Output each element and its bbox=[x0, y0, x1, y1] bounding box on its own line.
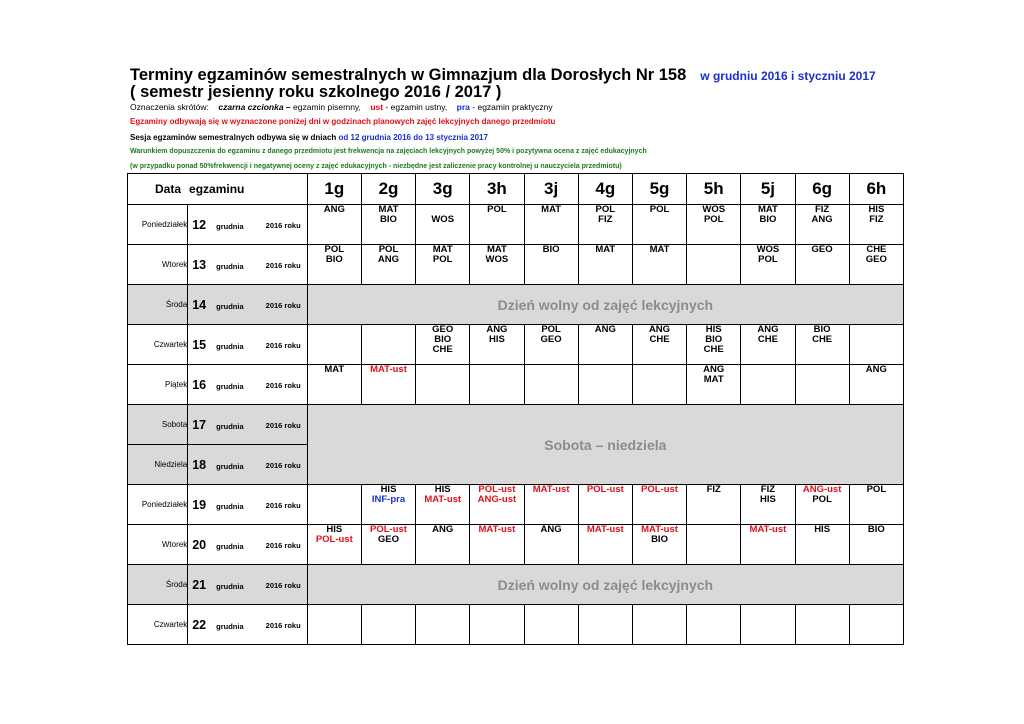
exam-subject: BIO bbox=[759, 214, 777, 225]
exam-cell bbox=[307, 205, 361, 245]
session-dates: od 12 grudnia 2016 do 13 stycznia 2017 bbox=[338, 133, 488, 142]
exam-subject: POL-ust bbox=[641, 484, 678, 495]
exam-cell bbox=[470, 245, 524, 285]
exam-subject: CHE bbox=[812, 334, 833, 345]
month-label: grudnia bbox=[216, 581, 244, 591]
year-label: 2016 roku bbox=[265, 580, 301, 590]
exam-cell bbox=[795, 365, 849, 405]
date-cell bbox=[188, 205, 307, 245]
exam-subject: GEO bbox=[377, 534, 400, 545]
class-header: 6h bbox=[849, 174, 903, 205]
free-day-banner: Dzień wolny od zajęć lekcyjnych bbox=[307, 285, 903, 325]
exam-cell bbox=[687, 605, 741, 645]
exam-cell bbox=[307, 325, 361, 365]
exam-subject: BIO bbox=[434, 334, 452, 345]
exam-cell bbox=[524, 485, 578, 525]
exam-cell bbox=[741, 485, 795, 525]
exam-cell bbox=[795, 525, 849, 565]
exam-subject: INF-pra bbox=[371, 494, 406, 505]
header-date bbox=[128, 174, 308, 205]
exam-cell bbox=[578, 525, 632, 565]
exam-cell bbox=[416, 525, 470, 565]
day-number: 17 bbox=[192, 417, 207, 432]
date-cell bbox=[188, 405, 307, 445]
exam-subject: WOS bbox=[756, 244, 780, 255]
exam-cell bbox=[470, 365, 524, 405]
month-label: grudnia bbox=[216, 421, 244, 431]
month-label: grudnia bbox=[216, 341, 244, 351]
exam-cell bbox=[524, 365, 578, 405]
exam-subject: ANG bbox=[648, 324, 671, 335]
exam-subject: POL-ust bbox=[478, 484, 516, 495]
exam-subject: POL bbox=[487, 204, 507, 215]
exam-subject: MAT bbox=[432, 244, 453, 255]
exam-subject: WOS bbox=[431, 214, 455, 225]
day-number: 14 bbox=[192, 297, 207, 312]
exam-subject: ANG bbox=[486, 324, 508, 335]
exam-cell bbox=[632, 325, 686, 365]
exam-subject: POL bbox=[541, 324, 561, 335]
year-label: 2016 roku bbox=[265, 420, 301, 430]
exam-subject: HIS bbox=[814, 524, 831, 535]
date-cell bbox=[188, 565, 307, 605]
day-name: Środa bbox=[128, 285, 188, 325]
table-row bbox=[128, 565, 904, 605]
exam-cell bbox=[632, 605, 686, 645]
exam-subject: HIS bbox=[326, 524, 343, 535]
exam-subject: HIS bbox=[434, 484, 451, 495]
exam-cell bbox=[524, 325, 578, 365]
exam-subject: POL bbox=[595, 204, 616, 215]
exam-cell bbox=[470, 325, 524, 365]
exam-subject: POL bbox=[432, 254, 453, 265]
exam-cell bbox=[416, 485, 470, 525]
exam-subject: POL-ust bbox=[315, 534, 353, 545]
exam-cell bbox=[795, 605, 849, 645]
day-number: 21 bbox=[192, 577, 207, 592]
header-data-label: Data bbox=[155, 182, 182, 196]
day-number: 12 bbox=[192, 217, 207, 232]
exam-subject: MAT-ust bbox=[641, 524, 678, 535]
exam-cell bbox=[849, 365, 903, 405]
exam-subject: HIS bbox=[759, 494, 776, 505]
condition-line-2: (w przypadku ponad 50%frekwencji i negatywnej oceny z zajęć edukacyjnych - niezbędne jest zaliczenie pracy kontrolnej u nauczyciela przedmiotu) bbox=[130, 163, 622, 170]
exam-cell bbox=[687, 525, 741, 565]
exam-cell bbox=[795, 245, 849, 285]
exam-subject: ANG bbox=[323, 204, 345, 215]
table-row bbox=[128, 365, 904, 405]
exam-cell bbox=[361, 605, 415, 645]
exam-subject: HIS bbox=[380, 484, 397, 495]
exam-subject: ANG bbox=[865, 364, 887, 375]
exam-cell bbox=[416, 325, 470, 365]
exam-subject: BIO bbox=[651, 534, 668, 545]
exam-subject: HIS bbox=[705, 324, 722, 335]
exam-subject: WOS bbox=[485, 254, 509, 265]
month-label: grudnia bbox=[216, 541, 244, 551]
month-label: grudnia bbox=[216, 621, 244, 631]
exam-subject: POL bbox=[703, 214, 724, 225]
legend-line bbox=[130, 102, 553, 112]
exam-subject: FIZ bbox=[598, 214, 613, 225]
class-header: 3g bbox=[416, 174, 470, 205]
year-label: 2016 roku bbox=[265, 380, 301, 390]
exam-cell bbox=[361, 485, 415, 525]
exam-cell bbox=[632, 245, 686, 285]
class-header: 3j bbox=[524, 174, 578, 205]
session-prefix: Sesja egzaminów semestralnych odbywa się w dniach bbox=[130, 133, 337, 142]
exam-cell bbox=[687, 325, 741, 365]
exam-subject: HIS bbox=[488, 334, 505, 345]
class-header: 4g bbox=[578, 174, 632, 205]
date-cell bbox=[188, 485, 307, 525]
exam-cell bbox=[524, 205, 578, 245]
session-line bbox=[130, 133, 488, 142]
exam-subject: CHE bbox=[432, 344, 453, 355]
day-number: 19 bbox=[192, 497, 207, 512]
date-cell bbox=[188, 605, 307, 645]
exam-cell bbox=[741, 205, 795, 245]
exam-subject: MAT bbox=[378, 204, 399, 215]
title-suffix: w grudniu 2016 i styczniu 2017 bbox=[700, 69, 876, 83]
month-label: grudnia bbox=[216, 381, 244, 391]
exam-cell bbox=[361, 205, 415, 245]
day-name: Piątek bbox=[128, 365, 188, 405]
free-day-banner: Dzień wolny od zajęć lekcyjnych bbox=[307, 565, 903, 605]
exam-subject: GEO bbox=[811, 244, 833, 255]
legend-ust: ust bbox=[370, 102, 384, 112]
exam-subject: ANG-ust bbox=[802, 484, 842, 495]
exam-cell bbox=[849, 605, 903, 645]
legend-pra: pra bbox=[456, 102, 470, 112]
exam-cell bbox=[849, 245, 903, 285]
year-label: 2016 roku bbox=[265, 260, 301, 270]
exam-cell bbox=[578, 485, 632, 525]
exam-cell bbox=[578, 605, 632, 645]
table-row bbox=[128, 205, 904, 245]
month-label: grudnia bbox=[216, 461, 244, 471]
exam-subject: BIO bbox=[705, 334, 723, 345]
exam-subject: ANG bbox=[757, 324, 779, 335]
day-name: Wtorek bbox=[128, 245, 188, 285]
exam-subject: POL-ust bbox=[370, 524, 407, 535]
day-number: 20 bbox=[192, 537, 207, 552]
date-cell bbox=[188, 245, 307, 285]
exam-cell bbox=[741, 325, 795, 365]
exam-cell bbox=[416, 365, 470, 405]
exam-cell bbox=[361, 245, 415, 285]
year-label: 2016 roku bbox=[265, 460, 301, 470]
class-header: 2g bbox=[361, 174, 415, 205]
exam-cell bbox=[578, 205, 632, 245]
exam-cell bbox=[361, 525, 415, 565]
exam-subject: ANG bbox=[377, 254, 400, 265]
exam-subject: BIO bbox=[380, 214, 397, 225]
date-cell bbox=[188, 285, 307, 325]
exam-cell bbox=[795, 325, 849, 365]
day-name: Wtorek bbox=[128, 525, 188, 565]
class-header: 5j bbox=[741, 174, 795, 205]
exam-subject: FIZ bbox=[760, 484, 776, 495]
exam-subject: MAT bbox=[703, 374, 724, 385]
class-header: 1g bbox=[307, 174, 361, 205]
exam-subject: MAT-ust bbox=[370, 364, 407, 375]
exam-cell bbox=[361, 325, 415, 365]
exam-subject: BIO bbox=[542, 244, 560, 255]
exam-cell bbox=[470, 605, 524, 645]
month-label: grudnia bbox=[216, 261, 244, 271]
exam-subject: POL bbox=[758, 254, 778, 265]
date-cell bbox=[188, 365, 307, 405]
exam-cell bbox=[361, 365, 415, 405]
exam-subject: FIZ bbox=[869, 214, 884, 225]
day-name: Czwartek bbox=[128, 325, 188, 365]
exam-subject: ANG bbox=[811, 214, 833, 225]
header-row bbox=[128, 174, 904, 205]
exam-subject: CHE bbox=[649, 334, 670, 345]
month-label: grudnia bbox=[216, 221, 244, 231]
exam-cell bbox=[632, 525, 686, 565]
exam-cell bbox=[416, 605, 470, 645]
exam-subject: HIS bbox=[868, 204, 885, 215]
table-row bbox=[128, 285, 904, 325]
exam-cell bbox=[687, 365, 741, 405]
exam-subject: FIZ bbox=[814, 204, 830, 215]
exam-subject: MAT bbox=[486, 244, 507, 255]
exam-subject: BIO bbox=[867, 524, 885, 535]
exam-cell bbox=[687, 485, 741, 525]
exam-cell bbox=[632, 485, 686, 525]
table-row bbox=[128, 405, 904, 445]
exam-subject: MAT bbox=[595, 244, 616, 255]
exam-subject: POL-ust bbox=[586, 484, 624, 495]
exam-cell bbox=[307, 245, 361, 285]
condition-line-1: Warunkiem dopuszczenia do egzaminu z danego przedmiotu jest frekwencja na zajęciach lekcyjnych powyżej 50% i pozytywna ocena z zajęć edukacyjnych bbox=[130, 148, 647, 155]
exam-subject: ANG bbox=[594, 324, 616, 335]
day-number: 15 bbox=[192, 337, 207, 352]
table-row bbox=[128, 245, 904, 285]
exam-cell bbox=[795, 205, 849, 245]
exam-subject: WOS bbox=[702, 204, 726, 215]
exam-subject: GEO bbox=[432, 324, 454, 335]
header-egz-label: egzaminu bbox=[189, 182, 245, 196]
month-label: grudnia bbox=[216, 501, 244, 511]
exam-subject: GEO bbox=[865, 254, 887, 265]
exam-cell bbox=[578, 325, 632, 365]
exam-subject: MAT bbox=[757, 204, 778, 215]
month-label: grudnia bbox=[216, 301, 244, 311]
exam-cell bbox=[687, 245, 741, 285]
day-name: Czwartek bbox=[128, 605, 188, 645]
table-row bbox=[128, 525, 904, 565]
exam-subject: MAT-ust bbox=[586, 524, 624, 535]
exam-cell bbox=[741, 525, 795, 565]
exam-subject: POL bbox=[866, 484, 887, 495]
exam-subject: POL bbox=[378, 244, 399, 255]
exam-cell bbox=[849, 325, 903, 365]
legend-black-desc: egzamin pisemny, bbox=[293, 102, 361, 112]
page-subtitle: ( semestr jesienny roku szkolnego 2016 / 2017 ) bbox=[130, 83, 502, 101]
exam-subject: BIO bbox=[325, 254, 343, 265]
exam-cell bbox=[687, 205, 741, 245]
exam-cell bbox=[741, 245, 795, 285]
exam-subject: ANG bbox=[432, 524, 454, 535]
exam-cell bbox=[307, 605, 361, 645]
table-row bbox=[128, 485, 904, 525]
exam-cell bbox=[741, 605, 795, 645]
date-cell bbox=[188, 445, 307, 485]
day-name: Sobota bbox=[128, 405, 188, 445]
day-number: 16 bbox=[192, 377, 207, 392]
exam-cell bbox=[524, 525, 578, 565]
exam-cell bbox=[849, 525, 903, 565]
exam-subject: CHE bbox=[866, 244, 887, 255]
exam-subject: MAT-ust bbox=[424, 494, 462, 505]
exam-cell bbox=[632, 205, 686, 245]
day-number: 22 bbox=[192, 617, 207, 632]
exam-cell bbox=[470, 485, 524, 525]
legend-pra-desc: - egzamin praktyczny bbox=[472, 102, 553, 112]
exam-subject: MAT-ust bbox=[749, 524, 787, 535]
legend-prefix: Oznaczenia skrótów: bbox=[130, 102, 209, 112]
day-name: Niedziela bbox=[128, 445, 188, 485]
exam-subject: POL bbox=[324, 244, 345, 255]
table-row bbox=[128, 325, 904, 365]
exam-subject: ANG bbox=[540, 524, 562, 535]
exam-cell bbox=[795, 485, 849, 525]
exam-subject: POL bbox=[812, 494, 832, 505]
exam-cell bbox=[524, 605, 578, 645]
note-red: Egzaminy odbywają się w wyznaczone poniżej dni w godzinach planowych zajęć lekcyjnych danego przedmiotu bbox=[130, 117, 556, 126]
class-header: 3h bbox=[470, 174, 524, 205]
day-name: Środa bbox=[128, 565, 188, 605]
exam-subject: ANG-ust bbox=[477, 494, 517, 505]
exam-cell bbox=[307, 485, 361, 525]
exam-cell bbox=[307, 525, 361, 565]
exam-cell bbox=[849, 485, 903, 525]
legend-ust-desc: - egzamin ustny, bbox=[385, 102, 448, 112]
year-label: 2016 roku bbox=[265, 300, 301, 310]
exam-subject: MAT-ust bbox=[532, 484, 570, 495]
year-label: 2016 roku bbox=[265, 340, 301, 350]
exam-subject: MAT bbox=[649, 244, 670, 255]
year-label: 2016 roku bbox=[265, 220, 301, 230]
exam-schedule-table bbox=[127, 173, 904, 645]
exam-subject: POL bbox=[649, 204, 670, 215]
exam-cell bbox=[632, 365, 686, 405]
exam-subject: BIO bbox=[813, 324, 831, 335]
day-name: Poniedziałek bbox=[128, 485, 188, 525]
class-header: 5h bbox=[687, 174, 741, 205]
year-label: 2016 roku bbox=[265, 540, 301, 550]
date-cell bbox=[188, 325, 307, 365]
day-name: Poniedziałek bbox=[128, 205, 188, 245]
exam-cell bbox=[470, 205, 524, 245]
exam-subject: CHE bbox=[757, 334, 778, 345]
exam-subject: CHE bbox=[703, 344, 724, 355]
exam-subject: GEO bbox=[540, 334, 562, 345]
year-label: 2016 roku bbox=[265, 500, 301, 510]
exam-subject: MAT bbox=[541, 204, 562, 215]
exam-cell bbox=[578, 245, 632, 285]
day-number: 13 bbox=[192, 257, 207, 272]
exam-cell bbox=[578, 365, 632, 405]
date-cell bbox=[188, 525, 307, 565]
table-row bbox=[128, 605, 904, 645]
class-header: 6g bbox=[795, 174, 849, 205]
weekend-banner: Sobota – niedziela bbox=[307, 405, 903, 485]
day-number: 18 bbox=[192, 457, 207, 472]
legend-black: czarna czcionka – bbox=[218, 102, 291, 112]
exam-cell bbox=[849, 205, 903, 245]
exam-subject: MAT-ust bbox=[478, 524, 516, 535]
exam-cell bbox=[470, 525, 524, 565]
exam-cell bbox=[741, 365, 795, 405]
exam-cell bbox=[416, 245, 470, 285]
exam-subject: ANG bbox=[703, 364, 725, 375]
exam-cell bbox=[416, 205, 470, 245]
year-label: 2016 roku bbox=[265, 620, 301, 630]
exam-subject: FIZ bbox=[706, 484, 721, 495]
title-main: Terminy egzaminów semestralnych w Gimnazjum dla Dorosłych Nr 158 bbox=[130, 66, 687, 84]
exam-cell bbox=[524, 245, 578, 285]
exam-cell bbox=[307, 365, 361, 405]
exam-subject: MAT bbox=[324, 364, 345, 375]
class-header: 5g bbox=[632, 174, 686, 205]
